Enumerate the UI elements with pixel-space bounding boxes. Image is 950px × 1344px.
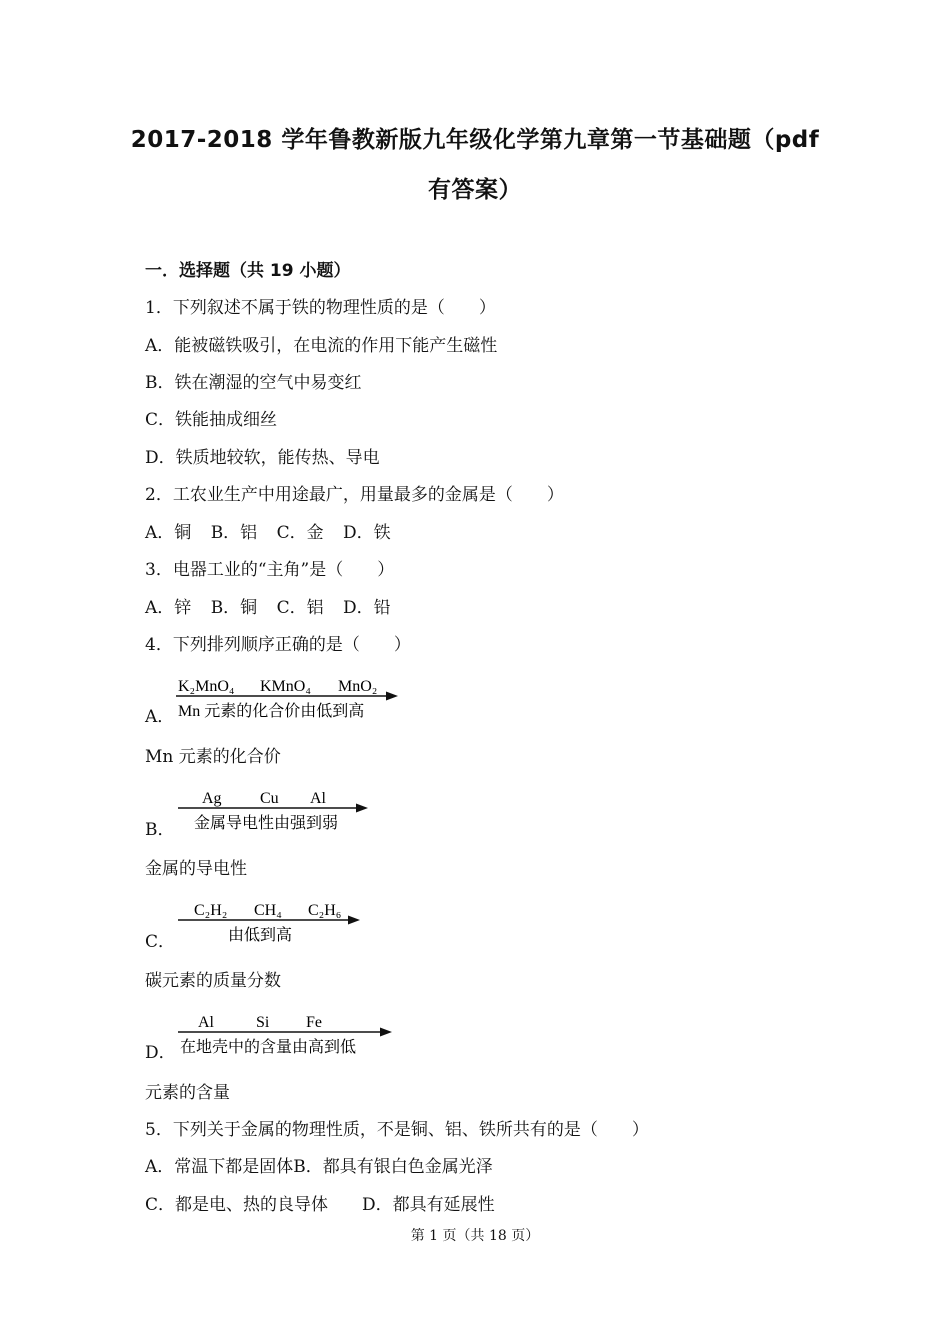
q4a-caption: Mn 元素的化合价由低到高 [178, 703, 365, 720]
arrow-diagram-b [172, 784, 392, 836]
q3-option-c: C．铝 [276, 598, 324, 618]
q4-option-a-after: Mn 元素的化合价 [145, 747, 281, 767]
q4d-item-1: Al [198, 1014, 214, 1031]
q3-stem: 3．电器工业的“主角”是（ ） [145, 560, 395, 580]
q4-option-d-label: D． [145, 1043, 176, 1063]
q5-option-b: B．都具有银白色金属光泽 [293, 1157, 493, 1177]
q4-option-a-label: A． [145, 707, 175, 727]
q2-option-a: A．铜 [145, 523, 192, 543]
q4-option-c-after: 碳元素的质量分数 [145, 971, 281, 991]
q4c-item-3: C₂H₆ [308, 902, 342, 919]
q5-option-d: D．都具有延展性 [362, 1195, 495, 1215]
title-line-1: 2017-2018 学年鲁教新版九年级化学第九章第一节基础题（pdf [130, 127, 820, 153]
q4d-caption: 在地壳中的含量由高到低 [180, 1039, 357, 1056]
q2-option-d: D．铁 [343, 523, 391, 543]
q3-option-d: D．铅 [343, 598, 391, 618]
q2-stem: 2．工农业生产中用途最广，用量最多的金属是（ ） [145, 485, 564, 505]
q2-option-c: C．金 [276, 523, 324, 543]
q1-option-a: A．能被磁铁吸引，在电流的作用下能产生磁性 [145, 336, 498, 356]
q5-option-c: C．都是电、热的良导体 [145, 1195, 329, 1215]
q4b-caption: 金属导电性由强到弱 [194, 815, 339, 832]
q4a-item-1: K₂MnO₄ [178, 678, 235, 695]
q3-option-b: B．铜 [210, 598, 258, 618]
arrow-diagram-a [172, 672, 412, 724]
q4b-item-2: Cu [260, 790, 279, 807]
q4-option-d-after: 元素的含量 [145, 1083, 230, 1103]
q4-option-b-figure [172, 784, 392, 840]
q1-option-d: D．铁质地较软，能传热、导电 [145, 448, 380, 468]
arrow-diagram-d [172, 1008, 412, 1060]
q5-options-row-2 [145, 1193, 495, 1217]
q4a-item-3: MnO₂ [338, 678, 378, 695]
q1-option-b: B．铁在潮湿的空气中易变红 [145, 373, 362, 393]
q5-options-row-1 [145, 1155, 493, 1179]
q4a-item-2: KMnO₄ [260, 678, 311, 695]
q4-option-a-figure [172, 672, 412, 728]
q4b-item-3: Al [310, 790, 326, 807]
q4-stem: 4．下列排列顺序正确的是（ ） [145, 635, 411, 655]
q4b-item-1: Ag [202, 790, 222, 807]
q3-options [145, 596, 391, 620]
arrow-head-icon [386, 692, 398, 701]
q4-option-b-after: 金属的导电性 [145, 859, 247, 879]
q4d-item-2: Si [256, 1014, 270, 1031]
arrow-head-icon [356, 804, 368, 813]
q4c-caption: 由低到高 [228, 927, 293, 944]
q5-option-a: A．常温下都是固体 [145, 1157, 294, 1177]
q4d-item-3: Fe [306, 1014, 322, 1031]
q4-option-c-label: C． [145, 932, 176, 952]
q4c-item-1: C₂H₂ [194, 902, 228, 919]
arrow-head-icon [348, 916, 360, 925]
q4-option-b-label: B． [145, 820, 175, 840]
q4c-item-2: CH₄ [254, 902, 282, 919]
q4-option-d-figure [172, 1008, 412, 1064]
q1-stem: 1．下列叙述不属于铁的物理性质的是（ ） [145, 298, 496, 318]
page-footer: 第 1 页（共 18 页） [410, 1228, 540, 1244]
section-heading: 一．选择题（共 19 小题） [145, 261, 351, 281]
arrow-diagram-c [172, 896, 392, 948]
q4-option-c-figure [172, 896, 392, 952]
q2-options [145, 521, 391, 545]
q5-stem: 5．下列关于金属的物理性质，不是铜、铝、铁所共有的是（ ） [145, 1120, 649, 1140]
arrow-head-icon [380, 1028, 392, 1037]
q3-option-a: A．锌 [145, 598, 192, 618]
document-title [120, 116, 830, 214]
title-line-2: 有答案） [428, 177, 522, 203]
q1-option-c: C．铁能抽成细丝 [145, 410, 278, 430]
q2-option-b: B．铝 [210, 523, 258, 543]
